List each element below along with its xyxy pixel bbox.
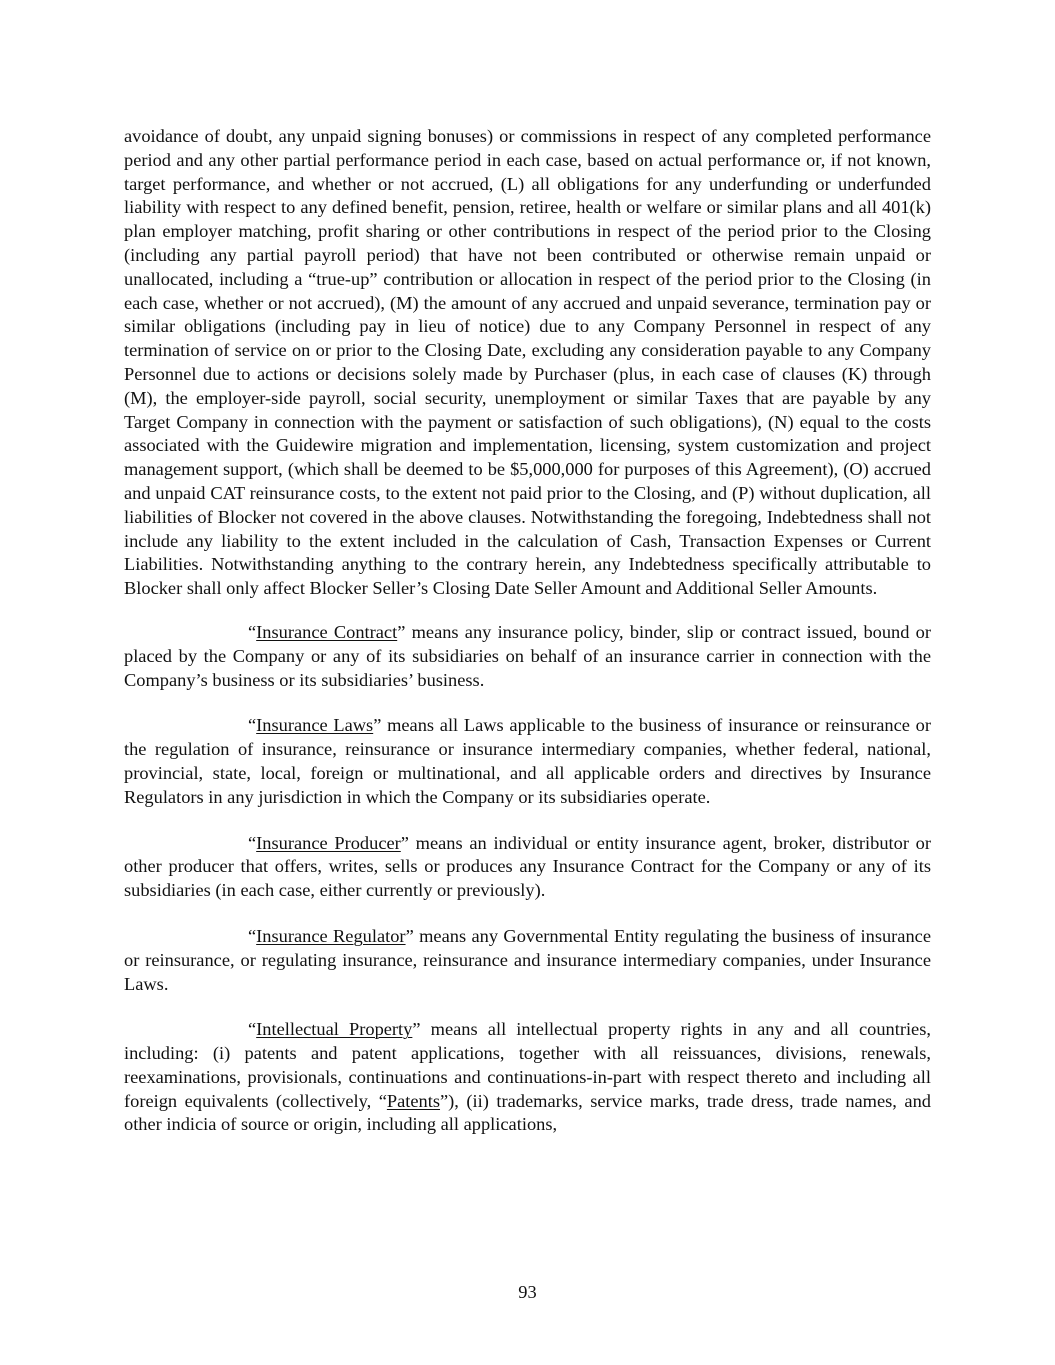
close-quote: ” [400, 832, 409, 853]
open-quote: “ [248, 621, 257, 642]
definition-insurance-producer [124, 832, 931, 903]
close-quote: ” [397, 621, 406, 642]
open-quote: “ [248, 1019, 257, 1040]
defined-term: Intellectual Property [256, 1019, 413, 1040]
definition-insurance-contract [124, 621, 931, 692]
open-quote: “ [248, 715, 257, 736]
definition-text: means any Governmental Entity regulating the business of insurance or reinsurance, or regulating insurance, reinsurance and insurance intermediary companies, under Insurance Laws. [124, 925, 931, 994]
open-quote: “ [248, 832, 257, 853]
definition-text: means an individual or entity insurance agent, broker, distributor or other producer that offers, writes, sells or produces any Insurance Contract for the Company or any of its subsidiaries (in each case, either currently or previously). [124, 832, 931, 901]
page-number: 93 [518, 1282, 537, 1302]
definition-text: means all intellectual property rights in any and all countries, including: (i) patents and patent applications, together with all reissuances, divisions, renewals, reexaminations, provisionals, continuations and continuations-in-part with respect thereto and including all foreign equivalents (collectively, “ [124, 1019, 931, 1111]
definition-text-continued: ”), (ii) trademarks, service marks, trade dress, trade names, and other indicia of source or origin, including all applications, [124, 1090, 931, 1135]
definition-text: means all Laws applicable to the business of insurance or reinsurance or the regulation of insurance, reinsurance or insurance intermediary companies, whether federal, national, provincial, state, local, foreign or multinational, and all applicable orders and directives by Insurance Regulators in any jurisdiction in which the Company or its subsidiaries operate. [124, 715, 931, 807]
definition-text: means any insurance policy, binder, slip or contract issued, bound or placed by the Company or any of its subsidiaries on behalf of an insurance carrier in connection with the Company’s business or its subsidiaries’ business. [124, 621, 931, 690]
document-page [124, 125, 931, 1159]
close-quote: ” [373, 715, 382, 736]
defined-term: Insurance Contract [256, 621, 398, 642]
defined-term: Insurance Producer [256, 832, 401, 853]
definition-insurance-laws [124, 714, 931, 809]
close-quote: ” [412, 1019, 421, 1040]
definition-intellectual-property [124, 1018, 931, 1137]
defined-term: Insurance Regulator [256, 925, 406, 946]
inline-defined-term-patents: Patents [386, 1090, 441, 1111]
definition-insurance-regulator [124, 925, 931, 996]
close-quote: ” [405, 925, 414, 946]
continuation-paragraph: avoidance of doubt, any unpaid signing bonuses) or commissions in respect of any completed performance period and any other partial performance period in each case, based on actual performance or, if not known, target performance, and whether or not accrued, (L) all obligations for any underfunding or underfunded liability with respect to any defined benefit, pension, retiree, health or welfare or similar plans and all 401(k) plan employer matching, profit sharing or other contributions in respect of the period prior to the Closing (including any partial payroll period) that have not been contributed or otherwise remain unpaid or unallocated, including a “true-up” contribution or allocation in respect of the period prior to the Closing (in each case, whether or not accrued), (M) the amount of any accrued and unpaid severance, termination pay or similar obligations (including pay in lieu of notice) due to any Company Personnel in respect of any termination of service on or prior to the Closing Date, excluding any consideration payable to any Company Personnel due to actions or decisions solely made by Purchaser (plus, in each case of clauses (K) through (M), the employer-side payroll, social security, unemployment or similar Taxes that are payable by any Target Company in connection with the payment or satisfaction of such obligations), (N) equal to the costs associated with the Guidewire migration and implementation, licensing, system customization and project management support, (which shall be deemed to be $5,000,000 for purposes of this Agreement), (O) accrued and unpaid CAT reinsurance costs, to the extent not paid prior to the Closing, and (P) without duplication, all liabilities of Blocker not covered in the above clauses. Notwithstanding the foregoing, Indebtedness shall not include any liability to the extent included in the calculation of Cash, Transaction Expenses or Current Liabilities. Notwithstanding anything to the contrary herein, any Indebtedness specifically attributable to Blocker shall only affect Blocker Seller’s Closing Date Seller Amount and Additional Seller Amounts. [124, 126, 931, 599]
defined-term: Insurance Laws [256, 715, 374, 736]
open-quote: “ [248, 925, 257, 946]
